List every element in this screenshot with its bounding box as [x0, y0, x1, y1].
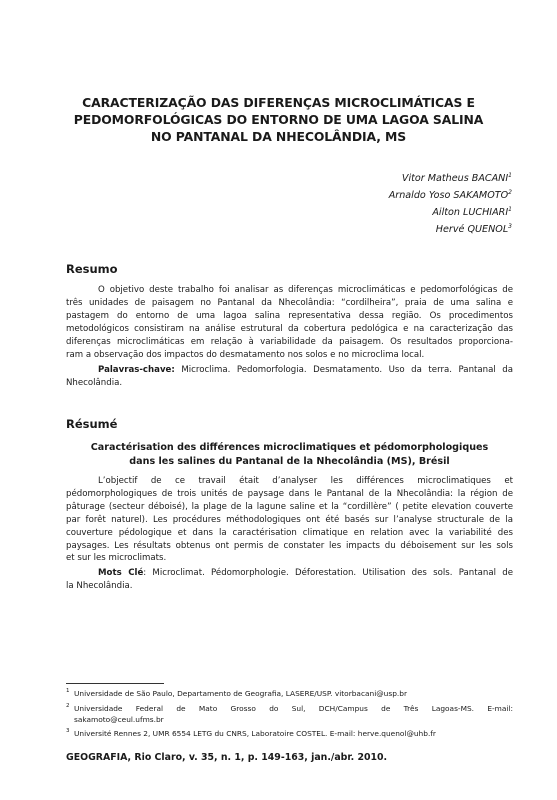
abstract-line: couverture pédologique et dans la caractérisation climatique en relation avec la variabilité des — [66, 527, 513, 538]
resumo-keywords — [66, 364, 513, 390]
author-name: Hervé QUENOL — [435, 224, 509, 235]
title-line: CARACTERIZAÇÃO DAS DIFERENÇAS MICROCLIMÁTICAS E — [82, 95, 475, 110]
author — [389, 170, 512, 187]
footnote-number: 1 — [66, 688, 70, 694]
abstract-line: diferenças microclimáticas em relação à variabilidade da paisagem. Os resultados proporciona- — [66, 336, 513, 347]
keywords-line — [66, 364, 513, 377]
affiliation-mark: 2 — [508, 188, 512, 196]
paper-title — [60, 94, 497, 145]
footnote-number: 2 — [66, 703, 70, 709]
resume-subtitle — [66, 441, 513, 468]
author — [389, 187, 512, 204]
author-list — [389, 170, 512, 238]
footnote-text: Universidade de São Paulo, Departamento de Geografia, LASERE/USP. vitorbacani@usp.br — [74, 689, 407, 698]
abstract-line: paysages. Les résultats obtenus ont permis de constater les impacts du déboisement sur les sols — [66, 540, 513, 551]
abstract-line: ram a observação dos impactos do desmatamento nos solos e no microclima local. — [66, 349, 425, 360]
abstract-line: metodológicos consistiram na análise estrutural da cobertura pedológica e na caracterização das — [66, 323, 513, 334]
abstract-line: et sur les microclimats. — [66, 553, 167, 564]
footnote — [66, 688, 513, 699]
abstract-line: L’objectif de ce travail était d’analyser les différences microclimatiques et — [98, 476, 513, 486]
abstract-line: três unidades de paisagem no Pantanal da Nhecolândia: “cordilheira”, praia de uma salina e — [66, 297, 513, 308]
affiliation-mark: 1 — [508, 205, 512, 213]
footnote-text: Université Rennes 2, UMR 6554 LETG du CNRS, Laboratoire COSTEL. E-mail: herve.quenol@uhb.fr — [74, 729, 436, 738]
title-line: NO PANTANAL DA NHECOLÂNDIA, MS — [150, 129, 407, 144]
footnote-text: Universidade Federal de Mato Grosso do Sul, DCH/Campus de Três Lagoas-MS. E-mail: — [74, 704, 513, 713]
footnote-text: sakamoto@ceul.ufms.br — [74, 715, 164, 724]
abstract-line: pastagem do entorno de uma lagoa salina representativa dessa região. Os procedimentos — [66, 310, 513, 321]
resume-heading: Résumé — [66, 417, 118, 431]
affiliation-mark: 3 — [508, 222, 512, 230]
title-line: PEDOMORFOLÓGICAS DO ENTORNO DE UMA LAGOA SALINA — [73, 112, 484, 127]
keywords-line — [66, 567, 513, 580]
keywords-text: : Microclimat. Pédomorphologie. Déforestation. Utilisation des sols. Pantanal de — [143, 568, 513, 578]
author-name: Ailton LUCHIARI — [432, 207, 509, 218]
affiliation-mark: 1 — [508, 171, 512, 179]
keywords-line: la Nhecolândia. — [66, 580, 133, 591]
keywords-line: Nhecolândia. — [66, 377, 123, 388]
resume-abstract — [66, 475, 513, 565]
footnote-number: 3 — [66, 728, 70, 734]
abstract-line: pâturage (secteur déboisé), la plage de la lagune saline et la “cordillère” ( petite elevation couverte — [66, 501, 513, 512]
keywords-label: Mots Clé — [98, 568, 144, 578]
subtitle-line: dans les salines du Pantanal de la Nhecolândia (MS), Brésil — [129, 455, 450, 467]
resumo-abstract — [66, 284, 513, 361]
abstract-line: pédomorphologiques de trois unités de paysage dans le Pantanal de la Nhecolândia: la région de — [66, 488, 513, 499]
author — [389, 204, 512, 221]
abstract-line: par forêt naturel). Les procédures méthodologiques ont été basés sur l’analyse structurale de la — [66, 514, 513, 525]
author-name: Vitor Matheus BACANI — [401, 173, 509, 184]
footnote-divider — [66, 683, 164, 684]
footnote — [66, 703, 513, 725]
abstract-line: O objetivo deste trabalho foi analisar as diferenças microclimáticas e pedomorfológicas de — [98, 285, 513, 295]
journal-citation-footer: GEOGRAFIA, Rio Claro, v. 35, n. 1, p. 149-163, jan./abr. 2010. — [66, 752, 388, 763]
keywords-label: Palavras-chave: — [98, 365, 175, 375]
author-name: Arnaldo Yoso SAKAMOTO — [388, 190, 509, 201]
subtitle-line: Caractérisation des différences microclimatiques et pédomorphologiques — [90, 442, 489, 453]
resumo-heading: Resumo — [66, 262, 118, 276]
resume-keywords — [66, 567, 513, 593]
keywords-text: Microclima. Pedomorfologia. Desmatamento. Uso da terra. Pantanal da — [174, 365, 513, 375]
footnote — [66, 728, 513, 739]
author — [389, 221, 512, 238]
